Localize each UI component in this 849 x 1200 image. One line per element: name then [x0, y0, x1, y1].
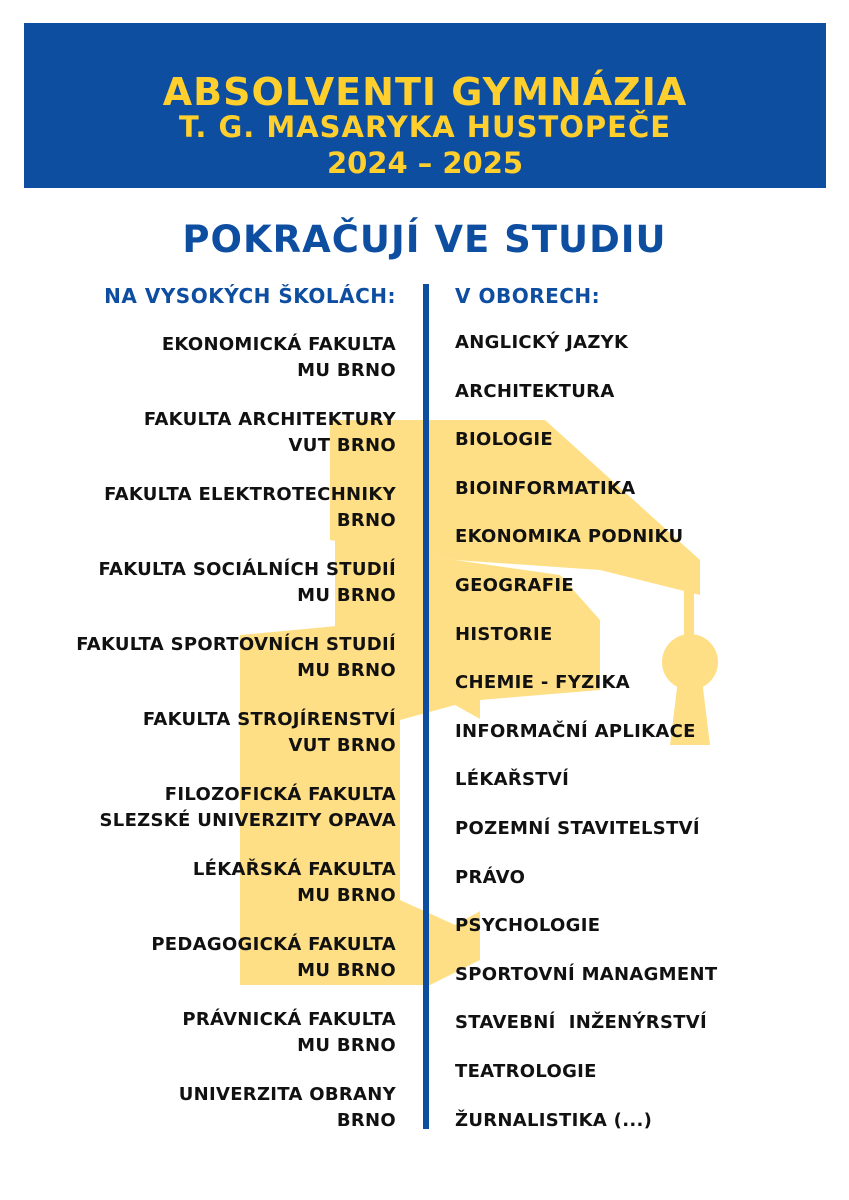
list-item: INFORMAČNÍ APLIKACE [455, 720, 696, 742]
list-item: PEDAGOGICKÁ FAKULTA MU BRNO [151, 934, 396, 981]
list-item: UNIVERZITA OBRANY BRNO [178, 1084, 396, 1131]
list-item: LÉKAŘSTVÍ [455, 769, 570, 791]
fields-title: V OBORECH: [455, 284, 601, 308]
list-item: FILOZOFICKÁ FAKULTA SLEZSKÉ UNIVERZITY OPAVA [99, 784, 396, 831]
column-divider [423, 284, 429, 1129]
banner-school-name: T. G. MASARYKA HUSTOPEČE [178, 110, 672, 144]
list-item: PRÁVNICKÁ FAKULTA MU BRNO [182, 1009, 396, 1056]
list-item: SPORTOVNÍ MANAGMENT [455, 963, 718, 985]
list-item: ANGLICKÝ JAZYK [455, 332, 629, 353]
list-item: FAKULTA SPORTOVNÍCH STUDIÍ MU BRNO [76, 634, 396, 681]
list-item: LÉKAŘSKÁ FAKULTA MU BRNO [192, 859, 396, 906]
header-banner [24, 23, 826, 188]
list-item: FAKULTA ARCHITEKTURY VUT BRNO [143, 409, 396, 456]
list-item: STAVEBNÍ INŽENÝRSTVÍ [455, 1012, 708, 1034]
list-item: TEATROLOGIE [455, 1060, 597, 1082]
list-item: BIOINFORMATIKA [455, 477, 636, 499]
page-heading: POKRAČUJÍ VE STUDIU [182, 218, 667, 261]
list-item: EKONOMICKÁ FAKULTA MU BRNO [161, 334, 396, 381]
fields-list [455, 330, 835, 1156]
list-item: ŽURNALISTIKA (...) [455, 1109, 653, 1131]
list-item: GEOGRAFIE [455, 574, 574, 596]
list-item: HISTORIE [455, 623, 553, 645]
universities-list [0, 332, 396, 1157]
list-item: PSYCHOLOGIE [455, 915, 601, 937]
list-item: EKONOMIKA PODNIKU [455, 526, 684, 548]
banner-title: ABSOLVENTI GYMNÁZIA [162, 70, 688, 114]
list-item: FAKULTA SOCIÁLNÍCH STUDIÍ MU BRNO [98, 559, 396, 606]
universities-title: NA VYSOKÝCH ŠKOLÁCH: [104, 284, 396, 308]
list-item: POZEMNÍ STAVITELSTVÍ [455, 817, 700, 839]
list-item: BIOLOGIE [455, 429, 554, 451]
list-item: FAKULTA ELEKTROTECHNIKY BRNO [104, 484, 396, 531]
list-item: FAKULTA STROJÍRENSTVÍ VUT BRNO [142, 709, 396, 756]
list-item: ARCHITEKTURA [455, 380, 615, 402]
list-item: PRÁVO [455, 866, 526, 888]
list-item: CHEMIE - FYZIKA [455, 672, 630, 694]
banner-years: 2024 – 2025 [326, 146, 524, 180]
